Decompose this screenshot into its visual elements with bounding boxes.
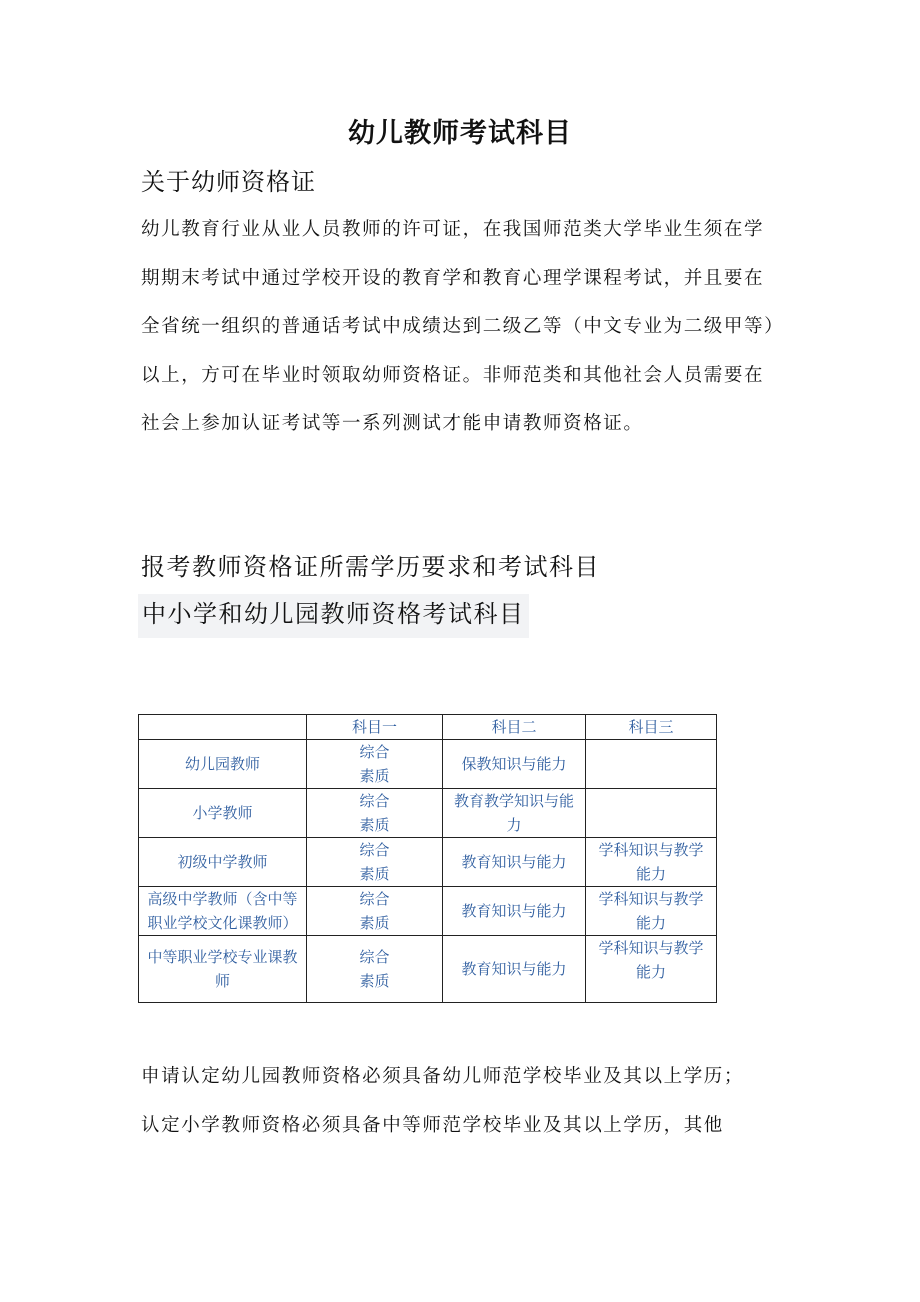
- table-cell-category: 初级中学教师: [139, 838, 307, 887]
- table-cell-category: [139, 887, 307, 936]
- table-cell-subject3: [586, 887, 717, 936]
- exam-subjects-table: [138, 714, 717, 1003]
- cell-line: 综合: [359, 890, 390, 908]
- cell-line: 中等职业学校专业课教: [147, 948, 298, 966]
- footer-line: 认定小学教师资格必须具备中等师范学校毕业及其以上学历，其他: [141, 1114, 724, 1136]
- table-cell-subject1: [307, 887, 443, 936]
- table-cell-subject1: [307, 838, 443, 887]
- table-header-row: [139, 715, 717, 740]
- table-cell-subject3: [586, 838, 717, 887]
- table-header-cell: 科目一: [307, 715, 443, 740]
- table-cell-subject2: 教育知识与能力: [443, 887, 586, 936]
- cell-line: 素质: [359, 914, 390, 932]
- cell-line: 学科知识与教学: [598, 890, 704, 908]
- table-header-cell: 科目二: [443, 715, 586, 740]
- footer-paragraph: [141, 1053, 791, 1150]
- cell-line: 素质: [359, 865, 390, 883]
- table-cell-subject3: [586, 936, 717, 1003]
- cell-line: 综合: [359, 841, 390, 859]
- cell-line: 综合: [359, 792, 390, 810]
- page-title: 幼儿教师考试科目: [348, 118, 572, 149]
- cell-line: 素质: [359, 816, 390, 834]
- table-cell-subject3: [586, 740, 717, 789]
- cell-line: 综合: [359, 743, 390, 761]
- table-cell-subject1: [307, 740, 443, 789]
- cell-line: 教育教学知识与能: [453, 792, 574, 810]
- table-row: [139, 789, 717, 838]
- table-row: [139, 838, 717, 887]
- table-row: [139, 936, 717, 1003]
- cell-line: 能力: [635, 914, 666, 932]
- table-header-cell: 科目三: [586, 715, 717, 740]
- table-cell-category: [139, 936, 307, 1003]
- section-heading-about-certificate: 关于幼师资格证: [141, 168, 316, 196]
- table-cell-subject2: 教育知识与能力: [443, 936, 586, 1003]
- footer-line: 申请认定幼儿园教师资格必须具备幼儿师范学校毕业及其以上学历；: [141, 1066, 745, 1087]
- cell-line: 素质: [359, 767, 390, 785]
- table-cell-category: 幼儿园教师: [139, 740, 307, 789]
- table-header-cell: [139, 715, 307, 740]
- table-cell-subject2: 教育知识与能力: [443, 838, 586, 887]
- table-cell-subject1: [307, 936, 443, 1003]
- cell-line: 综合: [359, 948, 390, 966]
- cell-line: 能力: [635, 865, 666, 883]
- cell-line: 力: [506, 816, 522, 834]
- table-cell-subject2: 保教知识与能力: [443, 740, 586, 789]
- cell-line: 高级中学教师（含中等: [147, 890, 298, 908]
- cell-line: 能力: [635, 963, 666, 981]
- table-cell-category: 小学教师: [139, 789, 307, 838]
- table-row: [139, 740, 717, 789]
- cell-line: 学科知识与教学: [598, 939, 704, 957]
- cell-line: 职业学校文化课教师）: [147, 914, 298, 932]
- section-subheading-exam-subjects: 中小学和幼儿园教师资格考试科目: [138, 594, 529, 638]
- cell-line: 师: [214, 972, 230, 990]
- cell-line: 素质: [359, 972, 390, 990]
- table-cell-subject3: [586, 789, 717, 838]
- table-cell-subject1: [307, 789, 443, 838]
- cell-line: 学科知识与教学: [598, 841, 704, 859]
- section-heading-requirements: 报考教师资格证所需学历要求和考试科目: [141, 553, 600, 581]
- intro-paragraph: 幼儿教育行业从业人员教师的许可证，在我国师范类大学毕业生须在学期期末考试中通过学校开设的教育学和教育心理学课程考试，并且要在全省统一组织的普通话考试中成绩达到二级乙等（中文专业为二级甲等）以上，方可在毕业时领取幼师资格证。非师范类和其他社会人员需要在社会上参加认证考试等一系列测试才能申请教师资格证。: [141, 219, 775, 434]
- table-cell-subject2: [443, 789, 586, 838]
- table-row: [139, 887, 717, 936]
